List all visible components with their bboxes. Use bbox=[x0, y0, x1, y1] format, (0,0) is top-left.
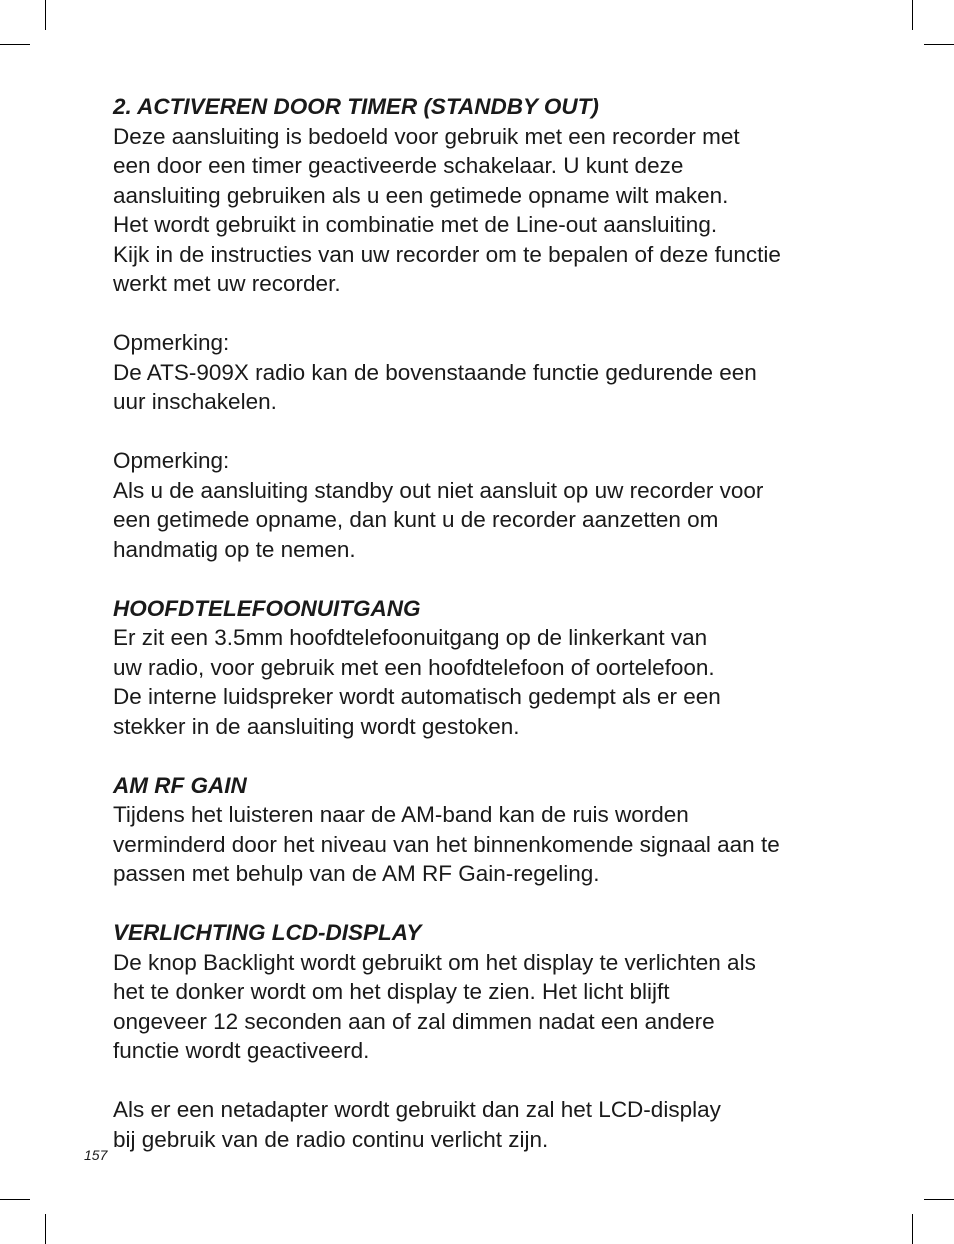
text-line: functie wordt geactiveerd. bbox=[113, 1038, 370, 1063]
paragraph-gap bbox=[113, 1066, 853, 1096]
text-line: een getimede opname, dan kunt u de recorder aanzetten om bbox=[113, 507, 719, 532]
text-line: aansluiting gebruiken als u een getimede opname wilt maken. bbox=[113, 182, 729, 208]
text-line: werkt met uw recorder. bbox=[113, 271, 341, 296]
note-paragraph bbox=[113, 446, 853, 564]
section-standby-out bbox=[113, 92, 853, 564]
section-gap bbox=[113, 564, 853, 594]
text-line: stekker in de aansluiting wordt gestoken. bbox=[113, 713, 520, 739]
text-line: ongeveer 12 seconden aan of zal dimmen nadat een andere bbox=[113, 1008, 715, 1034]
section-heading: 2. ACTIVEREN DOOR TIMER (STANDBY OUT) bbox=[113, 94, 599, 119]
text-line: passen met behulp van de AM RF Gain-regeling. bbox=[113, 861, 600, 886]
section-lcd-backlight bbox=[113, 918, 853, 1154]
section-heading: AM RF GAIN bbox=[113, 772, 247, 798]
text-line: handmatig op te nemen. bbox=[113, 536, 356, 562]
crop-mark-top-left-horizontal bbox=[0, 44, 30, 45]
paragraph bbox=[113, 948, 853, 1066]
paragraph bbox=[113, 800, 853, 889]
section-heading: VERLICHTING LCD-DISPLAY bbox=[113, 920, 422, 945]
crop-mark-bottom-right-vertical bbox=[912, 1214, 913, 1244]
text-line: uw radio, voor gebruik met een hoofdtelefoon of oortelefoon. bbox=[113, 654, 715, 680]
crop-mark-bottom-left-horizontal bbox=[0, 1199, 30, 1200]
crop-mark-top-right-vertical bbox=[912, 0, 913, 30]
paragraph-gap bbox=[113, 417, 853, 447]
text-line: De ATS-909X radio kan de bovenstaande functie gedurende een bbox=[113, 359, 757, 385]
text-line: uur inschakelen. bbox=[113, 389, 277, 414]
crop-mark-top-left-vertical bbox=[45, 0, 46, 30]
note-label: Opmerking: bbox=[113, 448, 230, 473]
paragraph bbox=[113, 1095, 853, 1154]
paragraph bbox=[113, 122, 853, 299]
paragraph-gap bbox=[113, 299, 853, 329]
section-am-rf-gain bbox=[113, 771, 853, 889]
text-line: Het wordt gebruikt in combinatie met de Line-out aansluiting. bbox=[113, 212, 718, 237]
text-line: Tijdens het luisteren naar de AM-band kan de ruis worden bbox=[113, 802, 689, 827]
text-line: bij gebruik van de radio continu verlicht zijn. bbox=[113, 1126, 549, 1152]
section-gap bbox=[113, 741, 853, 771]
text-line: het te donker wordt om het display te zien. Het licht blijft bbox=[113, 979, 670, 1004]
section-heading: HOOFDTELEFOONUITGANG bbox=[113, 595, 421, 621]
page-number: 157 bbox=[84, 1147, 108, 1163]
text-line: Als u de aansluiting standby out niet aansluit op uw recorder voor bbox=[113, 477, 764, 503]
text-line: De interne luidspreker wordt automatisch gedempt als er een bbox=[113, 684, 721, 709]
text-line: Kijk in de instructies van uw recorder om te bepalen of deze functie bbox=[113, 241, 781, 267]
note-label: Opmerking: bbox=[113, 330, 230, 355]
text-line: Als er een netadapter wordt gebruikt dan zal het LCD-display bbox=[113, 1097, 721, 1122]
text-line: een door een timer geactiveerde schakelaar. U kunt deze bbox=[113, 153, 684, 178]
section-gap bbox=[113, 889, 853, 919]
note-paragraph bbox=[113, 328, 853, 417]
page-content bbox=[113, 92, 853, 1154]
crop-mark-bottom-left-vertical bbox=[45, 1214, 46, 1244]
text-line: De knop Backlight wordt gebruikt om het display te verlichten als bbox=[113, 949, 756, 975]
text-line: Deze aansluiting is bedoeld voor gebruik met een recorder met bbox=[113, 123, 740, 149]
crop-mark-bottom-right-horizontal bbox=[924, 1199, 954, 1200]
crop-mark-top-right-horizontal bbox=[924, 44, 954, 45]
text-line: Er zit een 3.5mm hoofdtelefoonuitgang op de linkerkant van bbox=[113, 625, 708, 650]
section-headphone-output bbox=[113, 594, 853, 742]
paragraph bbox=[113, 623, 853, 741]
text-line: verminderd door het niveau van het binnenkomende signaal aan te bbox=[113, 831, 780, 857]
